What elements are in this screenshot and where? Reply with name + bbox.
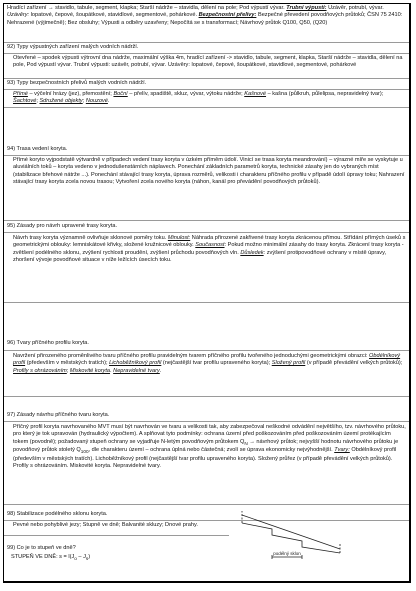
punct: ; [66, 367, 69, 374]
preliv-type-prime: Přímé [13, 91, 28, 97]
separator [4, 42, 409, 43]
intro-text: Hradící zařízení → stavidlo, tabule, segment, klapka; Starší nádrže – stavidla, dělení na pole; Pod výpustí vývar. [7, 5, 285, 11]
separator [4, 155, 409, 156]
separator [4, 220, 409, 221]
section-95-body [13, 235, 407, 265]
profile-obdelnikovy: Obdélníkový profil [13, 353, 401, 367]
trubni-vypusti-label: Trubní výpusti: [286, 5, 327, 11]
section-98-heading: 98) Stabilizace podélného sklonu koryta. [7, 511, 108, 517]
subscript: s [85, 556, 89, 562]
separator [4, 53, 409, 54]
preliv-desc: – kašna (půlkruh, půlelipsa, nepravidelný tvar); [267, 91, 384, 97]
formula-text: ) [88, 554, 91, 560]
section-92-heading: 92) Typy výpustných zařízení malých vodních nádrží. [7, 44, 139, 50]
section-95-heading: 95) Zásady pro návrh upravené trasy koryta. [7, 223, 118, 229]
text: → návrhový průtok; nejvyšší hodnotu návrhového průtoku je povodňový průtok stoletý Q [13, 438, 399, 454]
uzavery-label: Uzávěry: [7, 12, 30, 19]
text: Příčný profil koryta navrhovaného MVT musí být navrhován ve tvaru a velikosti tak, aby zabezpečoval neškodné odvádění největšího, tzv. návrhového průtoku, pro který je tok upravován (hydraulický výpočtem). A splňovat tyto podmínky: ochrana území před poškozováním před poškozováním území protékajícím tokem (povodně); požadovaný stupeň ochrany se vyjadřuje N-letým povodňovým průtokem Q [13, 424, 406, 445]
punct: . [110, 367, 112, 374]
separator [4, 396, 409, 397]
soucasnost-label: Současnost [195, 242, 225, 249]
section-94-body: Přímé koryto vyjpodstatě výtvardně v případech vedení trasy koryta v úzkém příměm údolí. Vinicí se trasa koryta meandrování) – výrazné míře se vyskytuje u aluviálních toků – koryta vedeno v jednodušenstárních náplavech. Ponechání základních parametrů koryta, technické zásahy jen do vybraných míst (stabilizace břehové nátrže ...). Ponechání stávající trasy koryta, úprava rozměrů, velikosti i charakteru příčného profilu v případě údolí úpravy toku; Nahrazení stávající trasy koryta zcela novou trasou; Vytvoření zcela nového koryta (náhon, kanál pro převádění povodňových průtoků). [13, 157, 405, 186]
text: Náhrada přirozené zakřivené trasy koryta zkrácenou přímou. Střídání přímých úseků s geometrickými oblouky: lemniskátové křivky, složené kružnicové oblouky. [13, 235, 406, 249]
section-93-heading: 93) Typy bezpečnostních přelivů malých vodních nádrží. [7, 80, 147, 86]
separator [4, 350, 409, 351]
punct: . [159, 367, 162, 374]
intro-block [7, 5, 407, 27]
section-96-body [13, 353, 407, 375]
section-94-heading: 94) Trasa vedení koryta. [7, 146, 68, 152]
trubni-vypusti-text: Uzávěr, potrubí, vývar. [328, 5, 384, 11]
separator [4, 232, 409, 233]
separator [4, 302, 409, 303]
section-98-body: Pevné nebo pohyblivé jezy; Stupně ve dně; Balvanité skluzy; Dnové prahy. [13, 522, 198, 528]
text: : Pokud možno minimální zásahy do trasy koryta. Zkrácení trasy koryta - zvětšení podélného sklonu, zvýšení rychlosti proudění, zvýšení průchodu povodňových vln. [13, 242, 404, 256]
text: Obdélníkový profil (především v městských tratích). Lichoběžníkový profil (nejčastější tvar profilu upraveného koryta). Složený průřez (v případě převádění velkých průtoků). Profily s ohrázováním. Miskovité koryta. Nepravidelné tvary. [13, 447, 397, 470]
section-92-body: Otevřené – spodek výpusti výtrovní dna nádrže, maximální výška 4m, hradící zařízení -> stavidlo, tabule, segment, klapka, Starší nádrže – stavidla, dělení na pole, Pod výpustí vývar. Trubní výpusti: uzávěr, potrubí, vývar. Uzávěry: lopatové, čepové, šoupátkové, stavidlové, segmentové, pohárkové [13, 55, 403, 69]
profile-lichobeznikovy: Lichoběžníkový profil [109, 360, 162, 367]
punct: . [107, 98, 110, 105]
text: (nejčastější tvar profilu upraveného koryta); [162, 360, 271, 367]
profile-slozeny: Složený profil [271, 360, 306, 367]
preliv-type-sachtove: Šachtové [13, 98, 37, 105]
formula-text: STUPEŇ VE DNĚ: s = l(J [11, 554, 75, 560]
text: (v případě převádění velkých průtoků); [306, 360, 403, 367]
document-page [3, 3, 411, 583]
separator [4, 504, 409, 505]
dusledek-label: Důsledek [240, 249, 264, 256]
profile-ohrazovani: Profily s ohrázováním [13, 367, 67, 374]
text: (především v městských tratích); [26, 360, 108, 367]
text: Navržení přirozeného proměnlivého tvaru příčného profilu pravidelným tvarem příčného profilu tvořeného jednoduchými geometrickými obrazci: [13, 353, 368, 359]
preliv-desc: – přelív, spadiště, skluz, vývar, výtoku nádrže; [129, 91, 243, 97]
bezpecnostni-prelivy-label: Bezpečnostní přelivy: [198, 12, 257, 19]
text: : zvýšení protipovodňové ochrany v místě úpravy, zhoršení vývoje povodňové situace v níže ležících úsecích toku. [13, 249, 387, 264]
original-slope-line [242, 515, 340, 549]
section-93-body [13, 91, 407, 106]
preliv-type-bocni: Boční [113, 91, 128, 97]
preliv-type-nouzove: Nouzové [85, 98, 108, 105]
minulost-label: Minulost: [167, 235, 191, 241]
preliv-desc: – výčelní hrázy (jez), přemostění; [29, 91, 112, 97]
section-96-heading: 96) Tvary příčného profilu koryta. [7, 340, 89, 346]
section-99-formula [11, 554, 90, 563]
punct: ; [82, 98, 85, 105]
bezpecnostni-prelivy-text: Bezpečné převedení povodňových průtoků; ČSN 75 2410: Nehrazené (výjimečně); Bez obsluhy; Výpusti a odběry uzavřeny; Nepočítá se s transformací; Návrhový průtok Q100, Q50, (Q20) [7, 12, 403, 26]
profile-miskovite: Miskovité koryta [69, 367, 111, 374]
profile-nepravidelne: Nepravidelné tvary [113, 367, 160, 374]
text: Návrh trasy koryta významně ovlivňuje sklonové poměry toku. [13, 235, 167, 241]
preliv-type-sdruzene: Sdružené objekty [39, 98, 83, 105]
separator [4, 535, 229, 536]
punct: ; [36, 98, 38, 105]
separator [4, 107, 409, 108]
stepped-bed-line [242, 523, 340, 553]
tvary-label: Tvary: [334, 447, 350, 454]
uzavery-text: lopatové, čepové, šoupátkové, stavidlové, segmentové, pohárkové. [30, 12, 198, 19]
separator [4, 421, 409, 422]
subscript: o [74, 556, 77, 562]
preliv-type-kasnove: Kašnové [244, 91, 267, 97]
subscript: 100 [80, 449, 89, 455]
section-97-body [13, 424, 407, 471]
stupen-ve-dne-diagram [232, 509, 350, 561]
separator [4, 78, 409, 79]
formula-text: – J [76, 554, 86, 560]
section-97-heading: 97) Zásady návrhu příčného tvaru koryta. [7, 412, 110, 418]
subscript: N [244, 440, 248, 446]
section-99-heading: 99) Co je to stupeň ve dně? [7, 545, 76, 551]
diagram-label: podélný sklon [273, 551, 301, 556]
text: , dle charakteru území – ochrana úplná nebo částečná; zvolí se úprava ekonomicky nejvýhodnější. [88, 447, 333, 454]
separator [4, 89, 409, 90]
